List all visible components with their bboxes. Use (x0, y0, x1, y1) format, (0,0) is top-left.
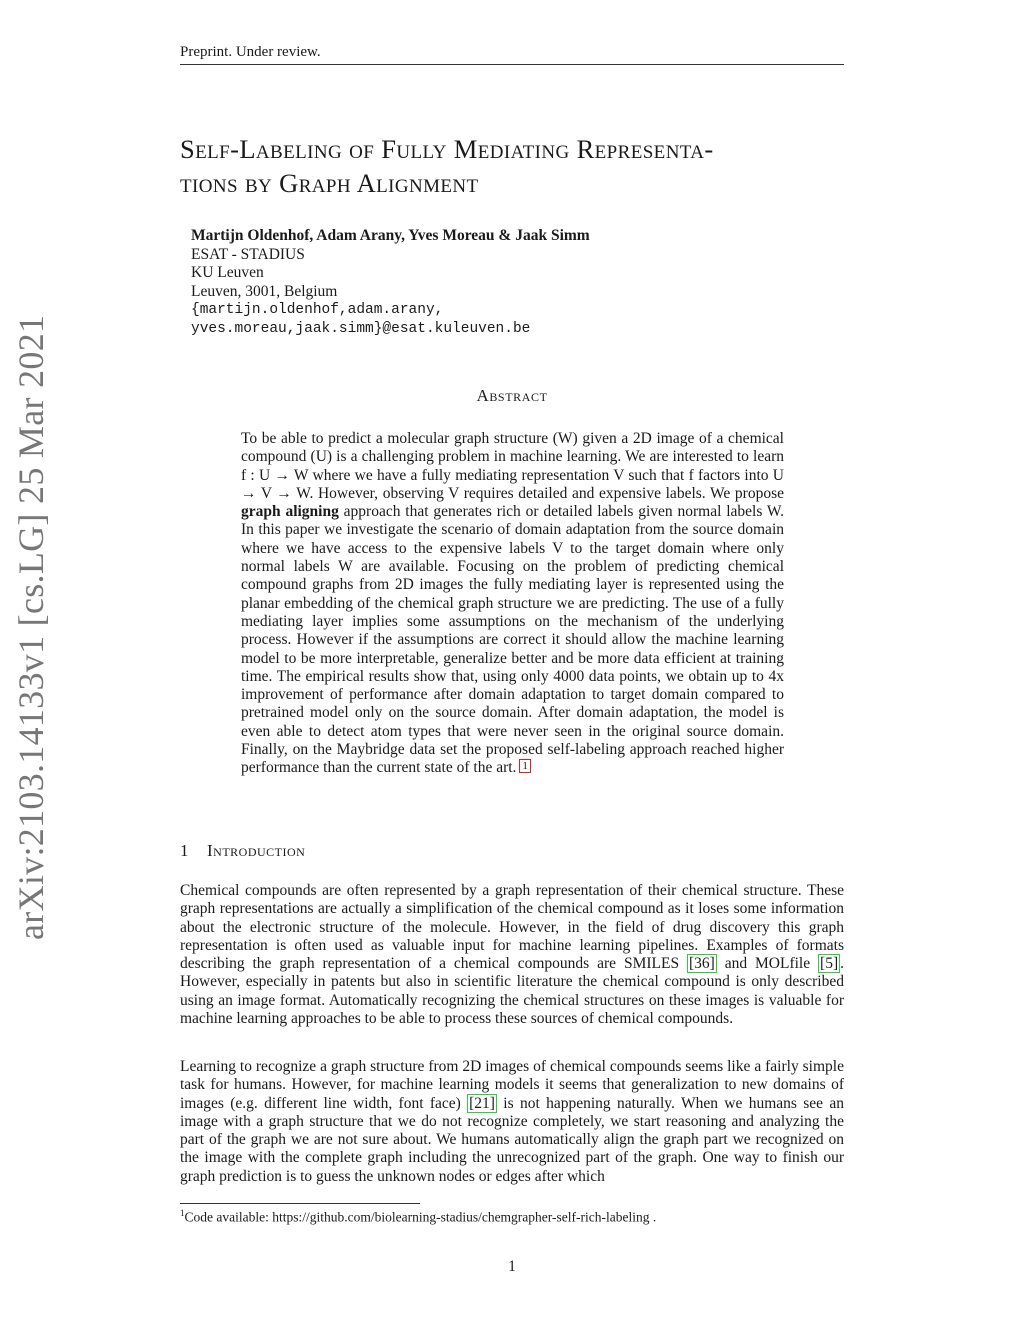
intro-paragraph-1 (180, 882, 844, 1028)
author-email-line-1: {martijn.oldenhof,adam.arany, (191, 302, 444, 318)
paragraph-text: is not happening naturally. When we humans see an image with a graph structure that we do not recognize completely, we start reasoning and analyzing the part of the graph we are not sure about. We humans automatically align the graph part we recognized on the image with the complete graph including the unrecognized part of the graph. One way to finish our graph prediction is to guess the unknown nodes or edges after which (180, 1094, 844, 1185)
paper-title (180, 132, 850, 200)
arxiv-identifier: arXiv:2103.14133v1 [cs.LG] 25 Mar 2021 (11, 314, 51, 940)
author-university: KU Leuven (191, 264, 264, 281)
footnote-text: Code available: https://github.com/biolearning-stadius/chemgrapher-self-rich-labeling . (184, 1209, 657, 1225)
paragraph-text: . However, especially in patents but also in scientific literature the chemical compound is only described using an image format. Automatically recognizing the chemical structures on these images is valuable for machine learning approaches to be able to process these sources of chemical compounds. (180, 955, 844, 1028)
abstract-text-a: To be able to predict a molecular graph structure (W) given a 2D image of a chemical compound (U) is a challenging problem in machine learning. We are interested to learn f : U → W where we have a fully mediating representation V such that f factors into U → V → W. However, observing V requires detailed and expensive labels. We propose (241, 430, 784, 502)
abstract-body (241, 430, 784, 778)
author-block (191, 227, 590, 338)
author-email-line-2: yves.moreau,jaak.simm}@esat.kuleuven.be (191, 320, 531, 337)
running-header: Preprint. Under review. (180, 44, 321, 60)
footnote-link[interactable]: 1 (519, 759, 531, 773)
abstract-heading: Abstract (476, 386, 548, 405)
footnote-divider (180, 1203, 420, 1204)
author-department: ESAT - STADIUS (191, 245, 305, 263)
citation-link-21[interactable]: [21] (469, 1094, 495, 1112)
abstract-bold-term: graph aligning (241, 503, 339, 521)
title-line-2: tions by Graph Alignment (180, 168, 479, 198)
paragraph-text: and MOLfile (716, 955, 819, 973)
citation-link-36[interactable]: [36] (688, 955, 715, 973)
footnote (180, 1208, 656, 1226)
page-number: 1 (508, 1258, 516, 1275)
section-number: 1 (180, 841, 189, 860)
footnote-mark: 1 (180, 1208, 185, 1218)
paragraph-text: Chemical compounds are often represented by a graph representation of their chemical structure. These graph representations are actually a simplification of the chemical compound as it loses some information about the electronic structure of the molecule. However, in the field of drug discovery this graph representation is often used as valuable input for machine learning pipelines. Examples of formats describing the graph representation of a chemical compounds are SMILES (180, 882, 844, 973)
author-names: Martijn Oldenhof, Adam Arany, Yves Moreau & Jaak Simm (191, 227, 590, 244)
paragraph-text: Learning to recognize a graph structure from 2D images of chemical compounds seems like a fairly simple task for humans. However, for machine learning models it seems that generalization to new domains of images (e.g. different line width, font face) (180, 1058, 844, 1112)
section-heading-introduction (180, 841, 305, 861)
author-city: Leuven, 3001, Belgium (191, 282, 338, 300)
section-title: Introduction (207, 841, 306, 860)
citation-link-5[interactable]: [5] (820, 955, 839, 973)
intro-paragraph-2 (180, 1058, 844, 1186)
title-line-1: Self-Labeling of Fully Mediating Representa- (180, 134, 714, 164)
header-divider (180, 64, 844, 65)
abstract-text-b: approach that generates rich or detailed labels given normal labels W. In this paper we investigate the scenario of domain adaptation from the source domain where we have access to the expensive labels V to the target domain where only normal labels W are available. Focusing on the problem of predicting chemical compound graphs from 2D images the fully mediating layer is represented using the planar embedding of the chemical graph structure we are predicting. The use of a fully mediating layer implies some assumptions on the mechanism of the underlying process. However if the assumptions are correct it should allow the machine learning model to be more interpretable, generalize better and be more data efficient at training time. The empirical results show that, using only 4000 data points, we obtain up to 4x improvement of performance after domain adaptation to target domain compared to pretrained model only on the source domain. After domain adaptation, the model is even able to detect atom types that were never seen in the original source domain. Finally, on the Maybridge data set the proposed self-labeling approach reached higher performance than the current state of the art. (241, 503, 784, 777)
